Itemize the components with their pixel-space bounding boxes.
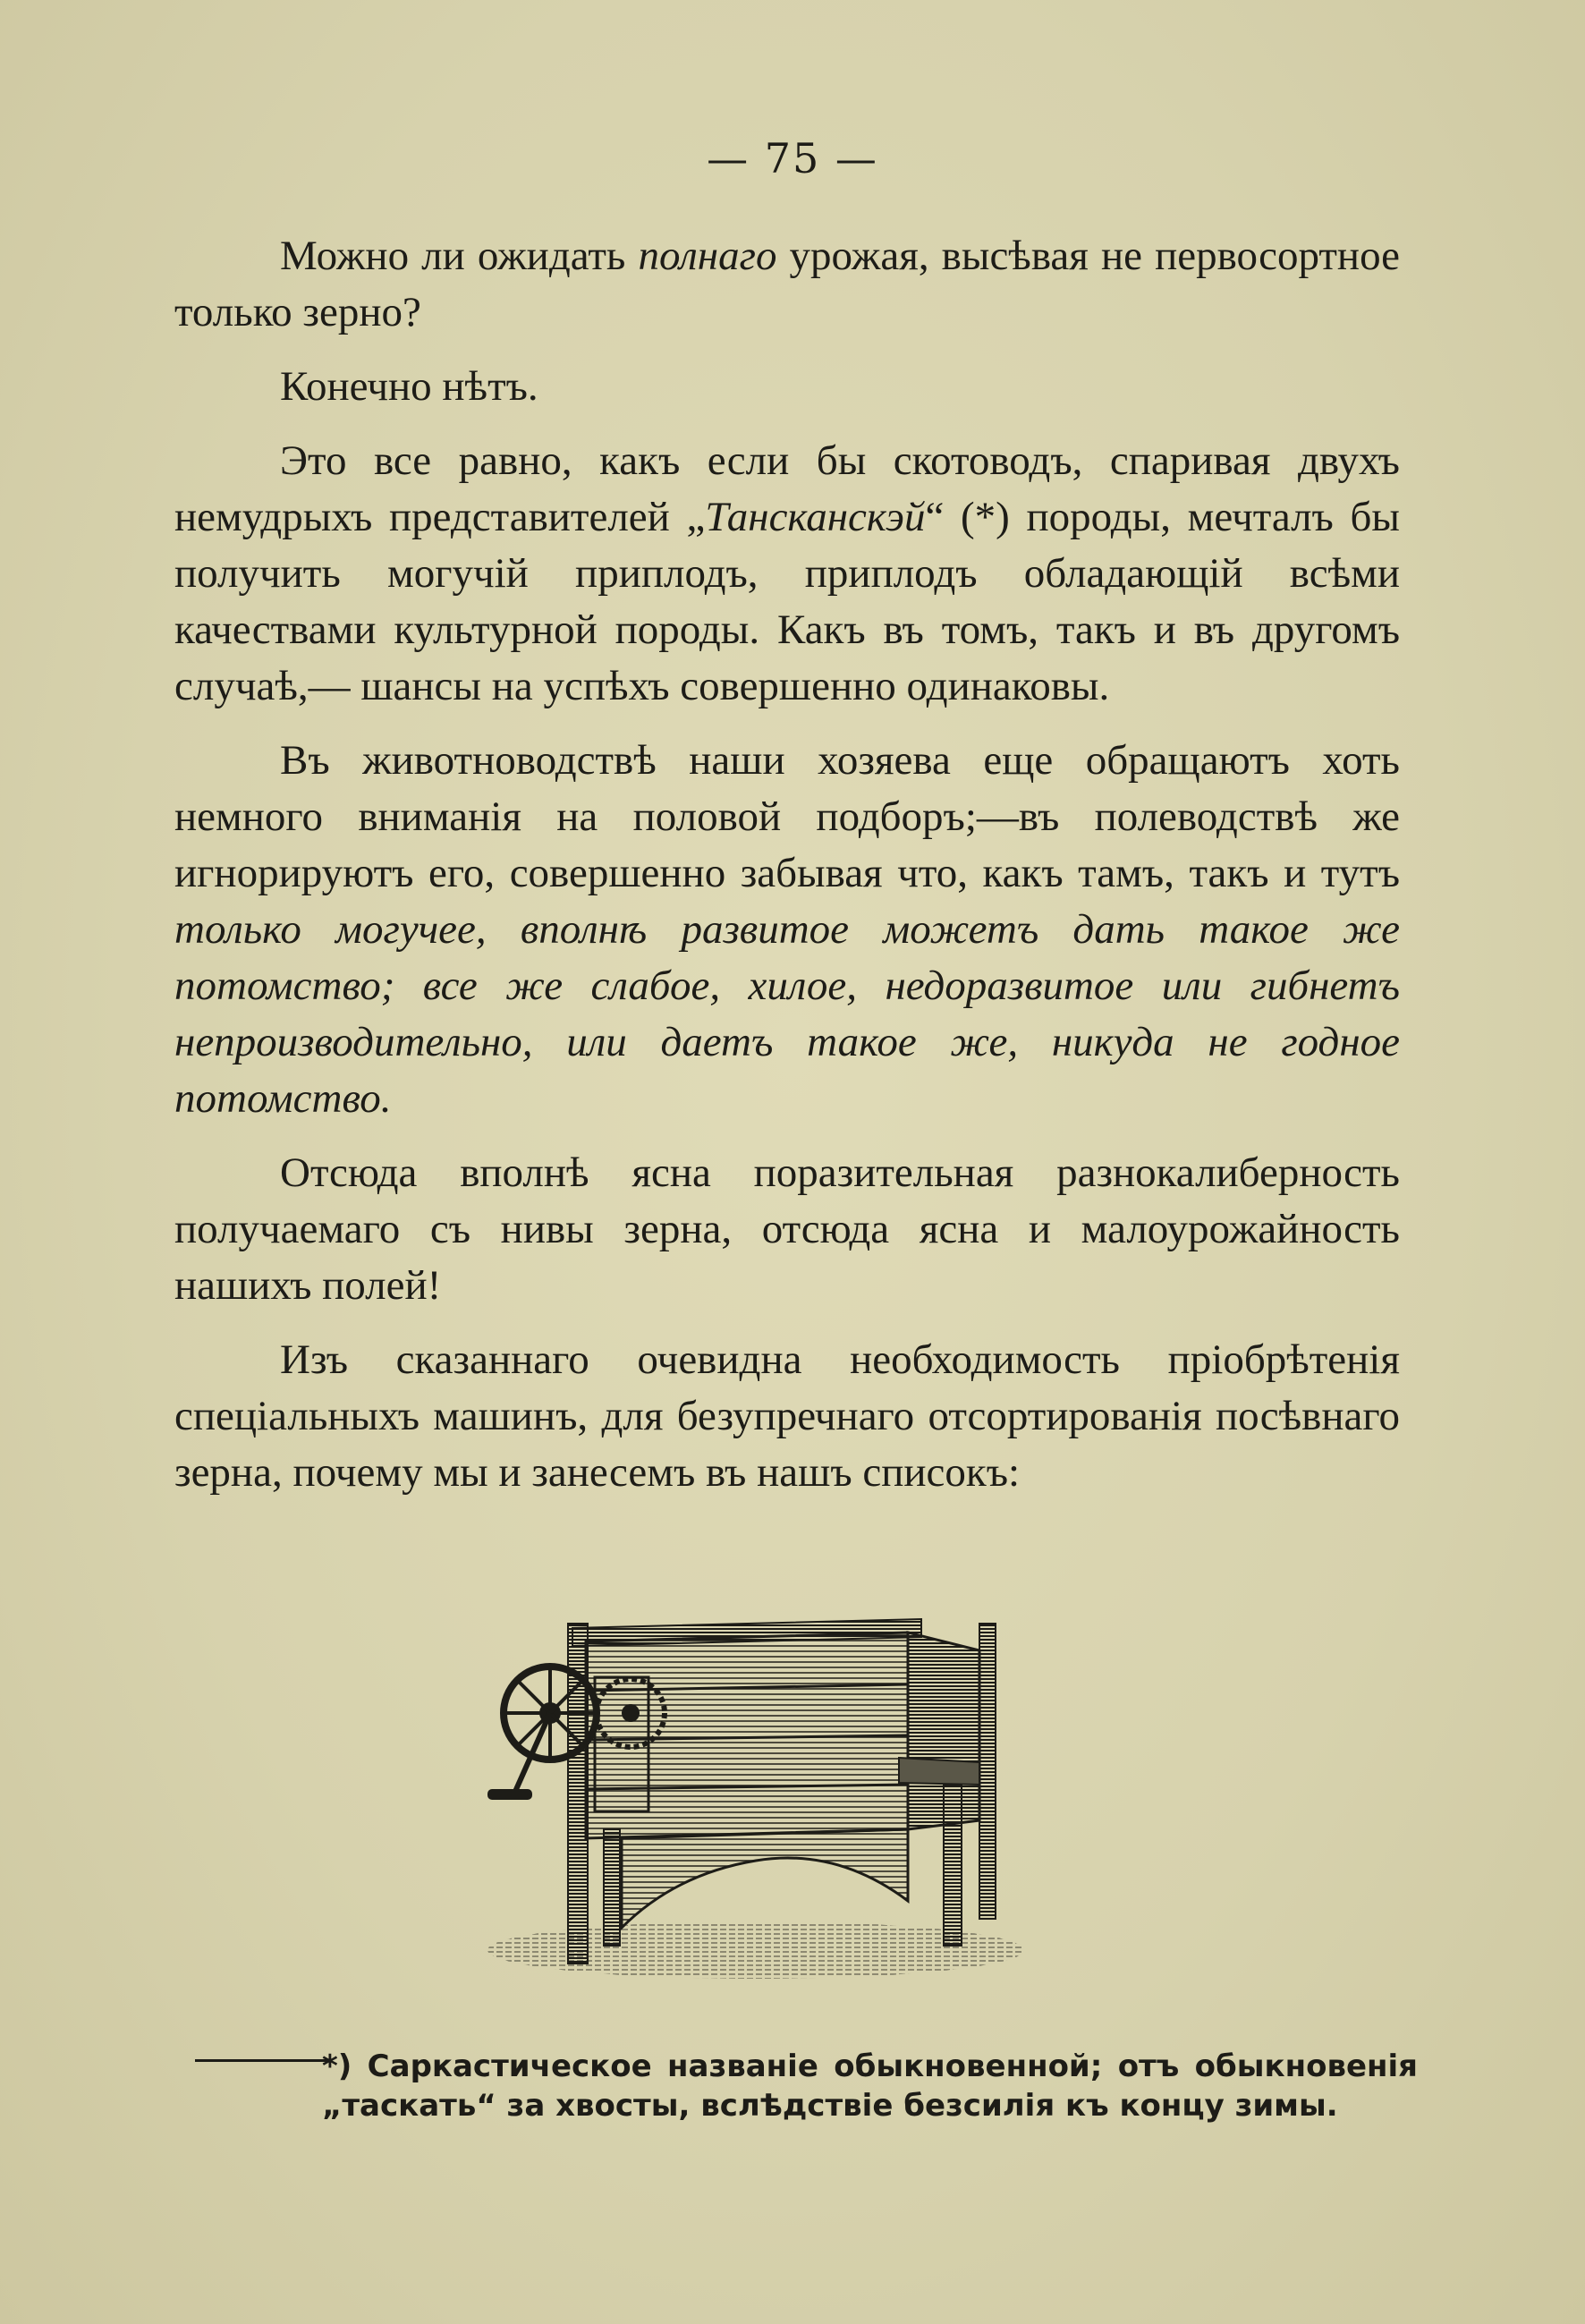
paragraph-3: Это все равно, какъ если бы скотоводъ, спаривая двухъ немудрыхъ представителей „Тансканскэй“ (*) породы, мечталъ бы получить могучій приплодъ, приплодъ обладающій всѣми качествами культурной породы. Какъ въ томъ, такъ и въ другомъ случаѣ,— шансы на успѣхъ совершенно одинаковы.: [174, 437, 1400, 709]
footnote: [179, 2047, 1418, 2125]
paragraph-2: Конечно нѣтъ.: [280, 363, 538, 410]
paragraph-1: Можно ли ожидать полнаго урожая, высѣвая не первосортное только зерно?: [174, 233, 1401, 335]
footnote-text: *) Саркастическое названіе обыкновенной; отъ обыкновенія „таскать“ за хвосты, вслѣдствіе безсилія къ концу зимы.: [322, 2048, 1418, 2124]
italic-emphasis: полнаго: [638, 233, 777, 279]
paragraph-4: Въ животноводствѣ наши хозяева еще обращаютъ хоть немного вниманія на половой подборъ;—въ полеводствѣ же игнорируютъ его, совершенно забывая что, какъ тамъ, такъ и тутъ только могучее, вполнѣ развитое можетъ дать такое же потомство; все же слабое, хилое, недоразвитое или гибнетъ непроизводительно, или даетъ такое же, никуда не годное потомство.: [174, 737, 1400, 1122]
paragraph-5: Отсюда вполнѣ ясна поразительная разнокалиберность получаемаго съ нивы зерна, отсюда ясна и малоурожайность нашихъ полей!: [174, 1149, 1400, 1309]
italic-emphasis: Тансканскэй: [705, 494, 926, 540]
grain-sorting-machine-icon: [479, 1606, 1033, 1981]
paragraph-6: Изъ сказаннаго очевидна необходимость пріобрѣтенія спеціальныхъ машинъ, для безупречнаго отсортированія посѣвнаго зерна, почему мы и занесемъ въ нашъ списокъ:: [174, 1336, 1400, 1496]
body-text: [174, 228, 1400, 1519]
italic-emphasis: только могучее, вполнѣ развитое можетъ дать такое же потомство; все же слабое, хилое, недоразвитое или гибнетъ непроизводительно, или даетъ такое же, никуда не годное потомство.: [174, 906, 1400, 1122]
page-number: — 75 —: [707, 134, 878, 182]
